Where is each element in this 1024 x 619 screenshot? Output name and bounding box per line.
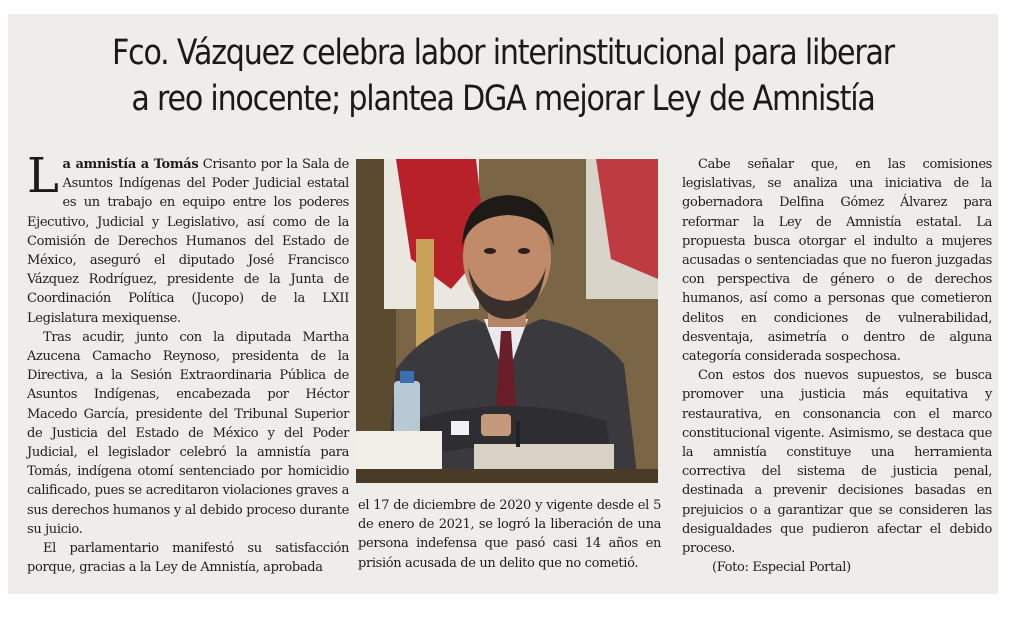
paragraph-3-end: el 17 de diciembre de 2020 y vigente desde el 5 de enero de 2021, se logró la liberación de una persona indefensa que pasó casi 14 años en prisión acusada de un delito que no cometió. — [358, 498, 661, 571]
lead-bold-text: a amnistía a Tomás — [62, 157, 199, 172]
headline — [77, 30, 928, 122]
newspaper-clipping — [8, 14, 998, 594]
headline-line-2: a reo inocente; plantea DGA mejorar Ley de Amnistía — [131, 79, 875, 119]
article-column-middle — [358, 496, 661, 573]
paragraph-3-start: El parlamentario manifestó su satisfacción porque, gracias a la Ley de Amnistía, aprobada — [27, 541, 349, 576]
drop-cap: L — [27, 148, 59, 204]
article-photo — [356, 159, 658, 483]
photo-illustration — [356, 159, 658, 483]
photo-credit: (Foto: Especial Portal) — [712, 560, 851, 576]
paragraph-5: Con estos dos nuevos supuestos, se busca promover una justicia más equitativa y restaurativa, en consonancia con el marco constitucional vigente. Asimismo, se destaca que la amnistía constituye una herramienta correctiva del sistema de justicia penal, destinada a prevenir decisiones basadas en prejuicios o a garantizar que se consideren las desigualdades que pudieron afectar el debido proceso. — [682, 368, 992, 557]
paragraph-1 — [27, 148, 349, 328]
paragraph-4: Cabe señalar que, en las comisiones legislativas, se analiza una iniciativa de la gobernadora Delfina Gómez Álvarez para reformar la Ley de Amnistía estatal. La propuesta busca otorgar el indulto a mujeres acusadas o sentenciadas que no fueron juzgadas con perspectiva de género o de derechos humanos, así como a personas que cometieron delitos en condiciones de vulnerabilidad, desventaja, asimetría o dentro de alguna categoría considerada sospechosa. — [682, 157, 992, 365]
paragraph-1-text: Crisanto por la Sala de Asuntos Indígenas del Poder Judicial estatal es un trabajo en equipo entre los poderes Ejecutivo, Judicial y Legislativo, así como de la Comisión de Derechos Humanos del Estado de México, aseguró el diputado José Francisco Vázquez Rodríguez, presidente de la Junta de Coordinación Política (Jucopo) de la LXII Legislatura mexiquense. — [27, 157, 349, 326]
article-column-left — [27, 148, 349, 577]
headline-line-1: Fco. Vázquez celebra labor interinstitucional para liberar — [112, 33, 894, 73]
paragraph-2: Tras acudir, junto con la diputada Martha Azucena Camacho Reynoso, presidenta de la Directiva, a la Sesión Extraordinaria Pública de Asuntos Indígenas, encabezada por Héctor Macedo García, presidente del Tribunal Superior de Justicia del Estado de México y del Poder Judicial, el legislador celebró la amnistía para Tomás, indígena otomí sentenciado por homicidio calificado, pues se acreditaron violaciones graves a sus derechos humanos y al debido proceso durante su juicio. — [27, 329, 349, 537]
article-column-right — [682, 155, 992, 577]
